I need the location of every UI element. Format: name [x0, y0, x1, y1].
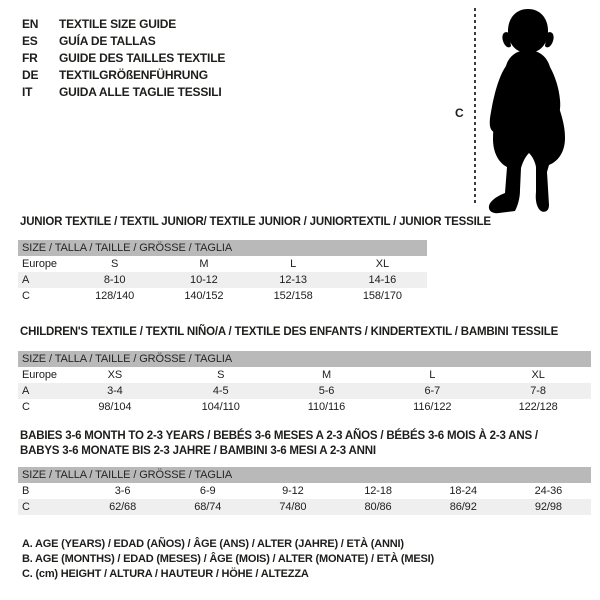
size-cell: 128/140 — [95, 290, 135, 302]
size-cell: 116/122 — [413, 401, 452, 413]
lang-code: DE — [22, 68, 39, 82]
note-height-cm: C. (cm) HEIGHT / ALTURA / HAUTEUR / HÖHE / ALTEZZA — [22, 568, 309, 580]
size-cell: S — [217, 369, 225, 381]
babies-table-title: BABIES 3-6 MONTH TO 2-3 YEARS / BEBÉS 3-6 MESES A 2-3 AÑOS / BÉBÉS 3-6 MOIS À 2-3 ANS / BABYS 3-6 MONATE BIS 2-3 JAHRE / BAMBINI 3-6 MESI A 2-3 ANNI — [20, 430, 538, 457]
size-cell: XL — [375, 258, 389, 270]
language-row — [22, 33, 225, 50]
size-cell: 6-7 — [379, 383, 485, 399]
babies-size-table — [18, 467, 591, 515]
size-cell: 158/170 — [362, 290, 402, 302]
size-cell: 10-12 — [159, 272, 248, 288]
legend-notes — [22, 537, 434, 582]
size-cell: 152/158 — [273, 290, 313, 302]
height-measure-dashed-line — [474, 8, 476, 206]
language-row — [22, 50, 225, 67]
size-cell: L — [429, 369, 436, 381]
size-header-label: SIZE / TALLA / TAILLE / GRÖSSE / TAGLIA — [18, 240, 427, 256]
note-age-years: A. AGE (YEARS) / EDAD (AÑOS) / ÂGE (ANS) / ALTER (JAHRE) / ETÀ (ANNI) — [22, 538, 404, 550]
size-cell: 122/128 — [518, 401, 558, 413]
size-cell: M — [199, 258, 209, 270]
size-header-label: SIZE / TALLA / TAILLE / GRÖSSE / TAGLIA — [18, 351, 591, 367]
lang-label: GUIDA ALLE TAGLIE TESSILI — [59, 85, 222, 99]
junior-size-table — [18, 240, 427, 304]
size-cell: 18-24 — [449, 485, 478, 497]
size-cell: 12-18 — [364, 485, 392, 497]
size-cell: 80/86 — [335, 499, 420, 515]
size-cell: 4-5 — [168, 383, 274, 399]
row-label: C — [22, 401, 30, 413]
table-row — [18, 499, 591, 515]
language-row — [22, 16, 225, 33]
table-row — [18, 288, 427, 304]
size-cell: XL — [531, 369, 545, 381]
note-age-months: B. AGE (MONTHS) / EDAD (MESES) / ÂGE (MOIS) / ALTER (MONATE) / ETÀ (MESI) — [22, 553, 434, 565]
size-cell: 12-13 — [249, 272, 338, 288]
lang-label: GUIDE DES TAILLES TEXTILE — [59, 51, 226, 65]
row-label: Europe — [22, 369, 57, 381]
size-cell: 104/110 — [201, 401, 240, 413]
size-cell: 14-16 — [338, 272, 427, 288]
row-label: Europe — [22, 258, 57, 270]
table-row — [18, 367, 591, 383]
measure-label-c: C — [455, 106, 464, 120]
size-cell: 24-36 — [534, 485, 563, 497]
lang-code: EN — [22, 17, 39, 31]
lang-code: ES — [22, 34, 38, 48]
row-label: A — [18, 272, 70, 288]
size-cell: 98/104 — [98, 401, 132, 413]
size-cell: 68/74 — [165, 499, 250, 515]
row-label: B — [22, 485, 30, 497]
row-label: C — [22, 290, 30, 302]
size-cell: 74/80 — [250, 499, 335, 515]
table-row — [18, 383, 591, 399]
size-cell: 140/152 — [184, 290, 224, 302]
children-table-title: CHILDREN'S TEXTILE / TEXTIL NIÑO/A / TEXTILE DES ENFANTS / KINDERTEXTIL / BAMBINI TESSILE — [20, 326, 559, 338]
language-header — [22, 16, 225, 101]
lang-label: GUÍA DE TALLAS — [59, 34, 156, 48]
junior-table-title: JUNIOR TEXTILE / TEXTIL JUNIOR/ TEXTILE JUNIOR / JUNIORTEXTIL / JUNIOR TESSILE — [20, 216, 491, 228]
size-header-bar — [18, 351, 591, 367]
size-cell: S — [111, 258, 119, 270]
size-cell: M — [321, 369, 332, 381]
lang-code: FR — [22, 51, 38, 65]
lang-label: TEXTILGRÖßENFÜHRUNG — [59, 68, 208, 82]
size-cell: 6-9 — [199, 485, 216, 497]
size-cell: 8-10 — [70, 272, 159, 288]
size-cell: 3-4 — [62, 383, 168, 399]
language-row — [22, 84, 225, 101]
size-cell: XS — [107, 369, 123, 381]
size-cell: 92/98 — [506, 499, 591, 515]
table-row — [18, 256, 427, 272]
size-cell: 9-12 — [282, 485, 304, 497]
row-label: A — [18, 383, 62, 399]
size-cell: 3-6 — [114, 485, 131, 497]
size-cell: 7-8 — [485, 383, 591, 399]
size-cell: 86/92 — [421, 499, 506, 515]
size-cell: 5-6 — [274, 383, 380, 399]
size-cell: 62/68 — [80, 499, 165, 515]
size-cell: L — [290, 258, 297, 270]
size-header-label: SIZE / TALLA / TAILLE / GRÖSSE / TAGLIA — [18, 467, 591, 483]
table-row — [18, 483, 591, 499]
toddler-silhouette-image — [483, 6, 578, 214]
size-cell: 110/116 — [307, 401, 346, 413]
table-row — [18, 399, 591, 415]
row-label: C — [18, 499, 80, 515]
lang-code: IT — [22, 85, 33, 99]
language-row — [22, 67, 225, 84]
children-size-table — [18, 351, 591, 415]
table-row — [18, 272, 427, 288]
lang-label: TEXTILE SIZE GUIDE — [59, 17, 177, 31]
size-header-bar — [18, 240, 427, 256]
size-header-bar — [18, 467, 591, 483]
